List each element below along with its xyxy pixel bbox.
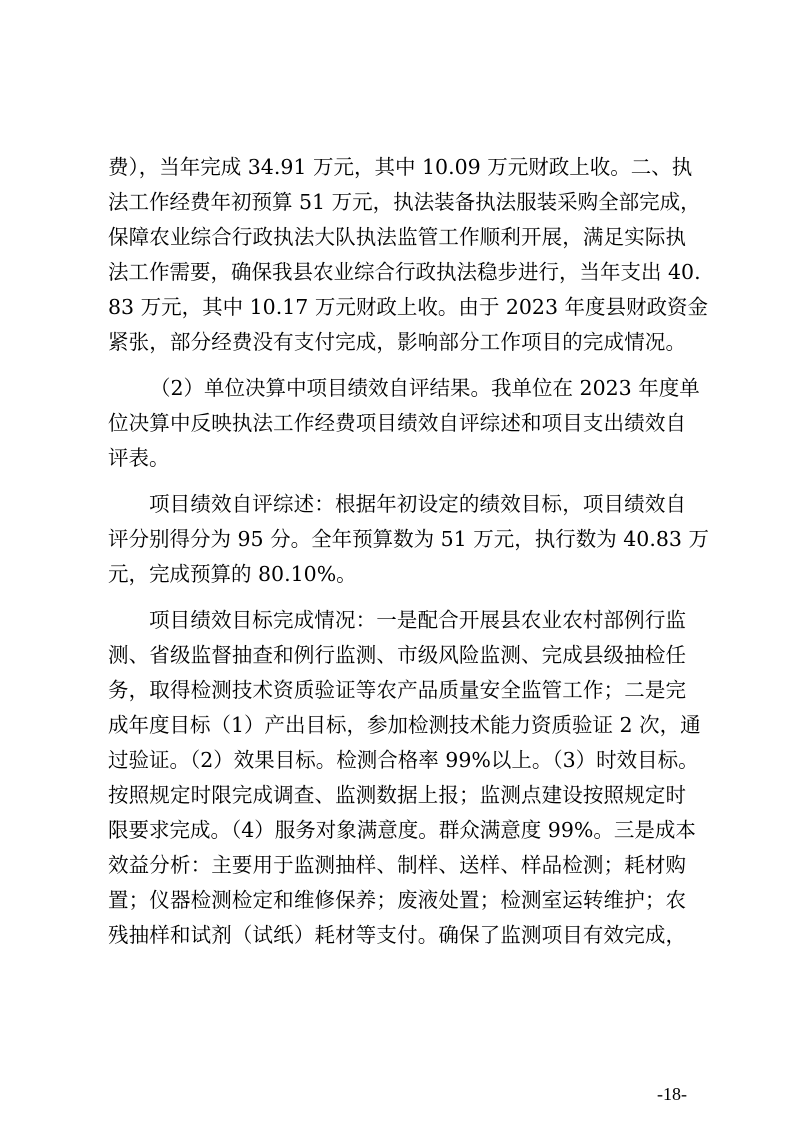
text-line: 残抽样和试剂（试纸）耗材等支付。确保了监测项目有效完成， <box>108 923 686 947</box>
text-line: 法工作需要，确保我县农业综合行政执法稳步进行，当年支出 40. <box>108 260 701 284</box>
text-line: 项目绩效目标完成情况：一是配合开展县农业农村部例行监 <box>149 608 686 632</box>
text-line: 紧张，部分经费没有支付完成，影响部分工作项目的完成情况。 <box>108 330 686 354</box>
text-line: 成年度目标（1）产出目标，参加检测技术能力资质验证 2 次，通 <box>108 713 701 737</box>
paragraph <box>108 603 701 953</box>
text-line: 位决算中反映执法工作经费项目绩效自评综述和项目支出绩效自 <box>108 411 686 435</box>
paragraph <box>108 487 709 592</box>
text-line: 效益分析：主要用于监测抽样、制样、送样、样品检测；耗材购 <box>108 853 686 877</box>
text-line: 法工作经费年初预算 51 万元，执法装备执法服装采购全部完成， <box>108 190 701 214</box>
text-line: 限要求完成。（4）服务对象满意度。群众满意度 99%。三是成本 <box>108 818 696 842</box>
text-line: 项目绩效自评综述：根据年初设定的绩效目标，项目绩效自 <box>149 492 686 516</box>
page-number: -18- <box>657 1084 687 1104</box>
text-line: 按照规定时限完成调查、监测数据上报；监测点建设按照规定时 <box>108 783 686 807</box>
text-line: 过验证。（2）效果目标。检测合格率 99%以上。（3）时效目标。 <box>108 748 699 772</box>
text-line: 保障农业综合行政执法大队执法监管工作顺利开展，满足实际执 <box>108 225 686 249</box>
text-line: 费），当年完成 34.91 万元，其中 10.09 万元财政上收。二、执 <box>108 155 693 179</box>
paragraph <box>108 150 709 360</box>
document-body <box>108 150 709 953</box>
text-line: 置；仪器检测检定和维修保养；废液处置；检测室运转维护；农 <box>108 888 686 912</box>
text-line: 测、省级监督抽查和例行监测、市级风险监测、完成县级抽检任 <box>108 643 686 667</box>
text-line: （2）单位决算中项目绩效自评结果。我单位在 2023 年度单 <box>150 376 700 400</box>
text-line: 评分别得分为 95 分。全年预算数为 51 万元，执行数为 40.83 万 <box>108 527 709 551</box>
text-line: 务，取得检测技术资质验证等农产品质量安全监管工作；二是完 <box>108 678 686 702</box>
text-line: 元，完成预算的 80.10%。 <box>108 562 357 586</box>
text-line: 83 万元，其中 10.17 万元财政上收。由于 2023 年度县财政资金 <box>108 295 709 319</box>
paragraph <box>108 371 700 476</box>
text-line: 评表。 <box>108 446 170 470</box>
